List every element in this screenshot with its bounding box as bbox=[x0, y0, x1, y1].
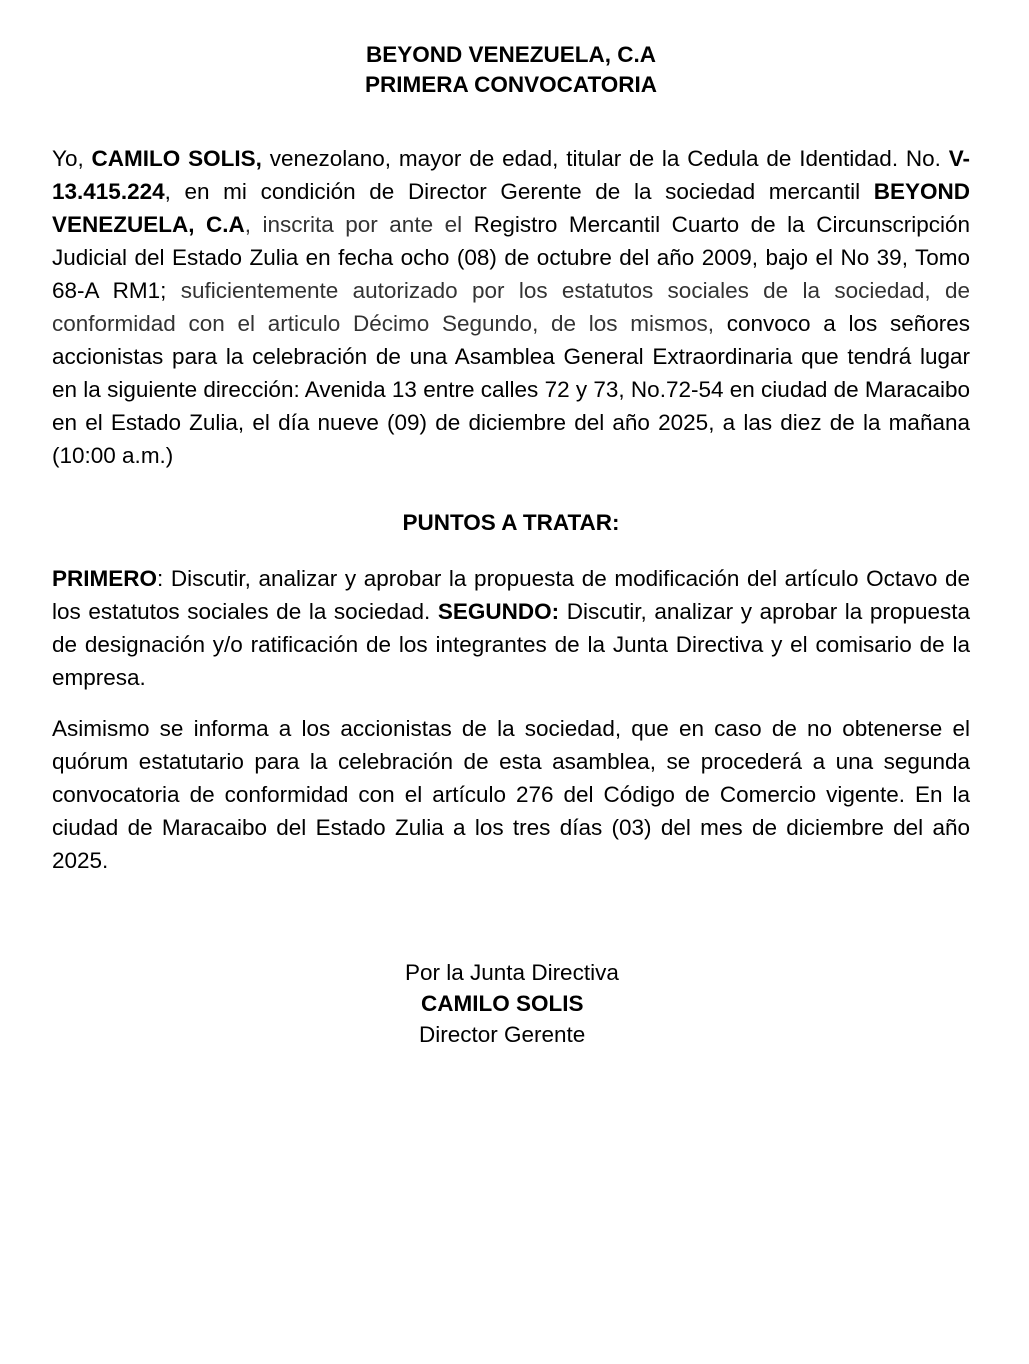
signature-board-line: Por la Junta Directiva bbox=[405, 960, 619, 985]
intro-text-1: Yo, bbox=[52, 146, 92, 171]
signer-name: CAMILO SOLIS, bbox=[91, 146, 262, 171]
intro-text-3: , en mi condición de Director Gerente de la sociedad mercantil bbox=[164, 179, 874, 204]
notice-paragraph: Asimismo se informa a los accionistas de la sociedad, que en caso de no obtenerse el quórum estatutario para la celebración de esta asamblea, se procederá a una segunda convocatoria de conformidad con el artículo 276 del Código de Comercio vigente. En la ciudad de Maracaibo del Estado Zulia a los tres días (03) del mes de diciembre del año 2025. bbox=[52, 716, 970, 873]
agenda-first-text: : Discutir, analizar y aprobar la propuesta de modificación del artículo Octavo de los estatutos sociales de la sociedad. bbox=[52, 566, 970, 624]
agenda-second-text: Discutir, analizar y aprobar la propuesta de designación y/o ratificación de los integrantes de la Junta Directiva y el comisario de la empresa. bbox=[52, 599, 970, 690]
intro-text-5: Registro Mercantil Cuarto de la Circunscripción Judicial del Estado Zulia en fecha ocho (08) de octubre del año 2009, bajo el No 39, Tomo 68-A RM1; bbox=[52, 212, 970, 303]
signature-role: Director Gerente bbox=[419, 1022, 586, 1047]
company-name: BEYOND VENEZUELA, C.A bbox=[52, 179, 970, 237]
intro-text-7: convoco a los señores accionistas para la celebración de una Asamblea General Extraordinaria que tendrá lugar en la siguiente dirección: Avenida 13 entre calles 72 y 73, No.72-54 en ciudad de Maracaibo en el Estado Zulia, el día nueve (09) de diciembre del año 2025, a las diez de la mañana (10:00 a.m.) bbox=[52, 311, 970, 468]
intro-paragraph bbox=[52, 142, 970, 472]
company-title: BEYOND VENEZUELA, C.A bbox=[365, 42, 657, 67]
intro-text-4: , inscrita por ante el bbox=[244, 212, 463, 237]
signature-block bbox=[405, 957, 705, 1050]
document-subtitle: PRIMERA CONVOCATORIA bbox=[364, 72, 658, 97]
signature-name: CAMILO SOLIS bbox=[421, 991, 584, 1016]
document-header bbox=[52, 40, 970, 100]
agenda-first-label: PRIMERO bbox=[52, 566, 158, 591]
document-page bbox=[52, 40, 970, 877]
agenda-second-label: SEGUNDO: bbox=[437, 599, 560, 624]
intro-text-2: venezolano, mayor de edad, titular de la Cedula de Identidad. No. bbox=[261, 146, 949, 171]
intro-text-6: suficientemente autorizado por los estatutos sociales de la sociedad, de conformidad con el articulo Décimo Segundo, de los mismos, bbox=[52, 278, 971, 336]
agenda-paragraph bbox=[52, 562, 970, 694]
agenda-heading: PUNTOS A TRATAR: bbox=[402, 510, 620, 535]
id-number: V-13.415.224 bbox=[52, 146, 971, 204]
